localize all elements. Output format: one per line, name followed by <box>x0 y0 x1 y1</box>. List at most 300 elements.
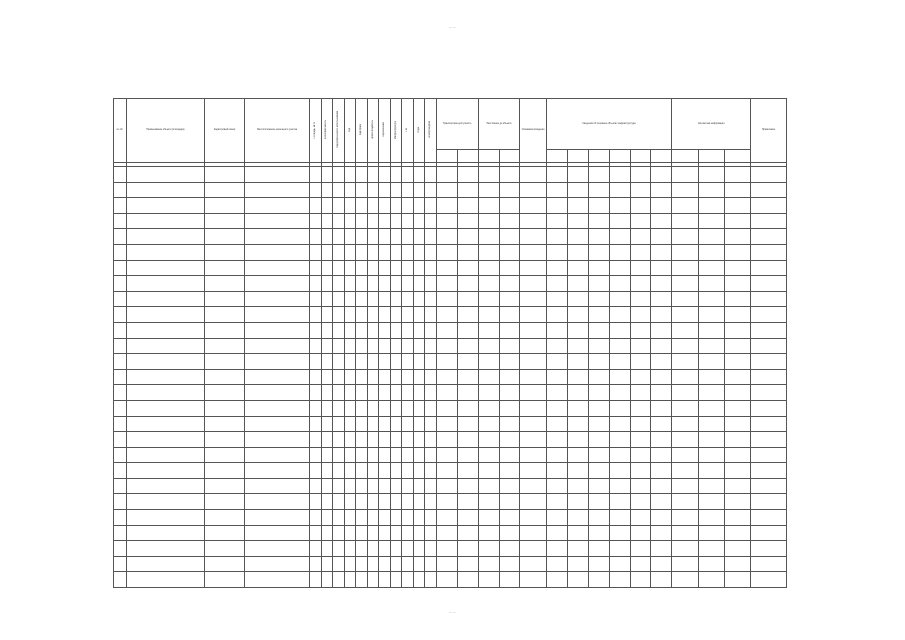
table-cell <box>651 510 672 526</box>
table-cell <box>609 276 630 292</box>
table-cell <box>478 369 499 385</box>
table-cell <box>567 354 588 370</box>
table-cell <box>698 213 724 229</box>
table-cell <box>344 369 356 385</box>
table-cell <box>499 229 520 245</box>
table-cell <box>333 244 345 260</box>
table-cell <box>567 291 588 307</box>
table-cell <box>672 385 698 401</box>
table-cell <box>367 260 379 276</box>
table-cell <box>356 354 368 370</box>
table-cell <box>333 198 345 214</box>
table-cell <box>344 478 356 494</box>
table-cell <box>478 572 499 588</box>
table-cell <box>457 198 478 214</box>
table-cell <box>457 416 478 432</box>
table-cell <box>457 338 478 354</box>
table-cell <box>546 463 567 479</box>
table-cell <box>367 385 379 401</box>
table-cell <box>367 400 379 416</box>
table-cell <box>367 447 379 463</box>
table-cell <box>609 167 630 183</box>
table-cell <box>390 432 402 448</box>
table-cell <box>499 400 520 416</box>
table-cell <box>499 354 520 370</box>
table-cell <box>520 463 546 479</box>
table-cell <box>520 198 546 214</box>
table-cell <box>609 182 630 198</box>
table-row <box>114 556 787 572</box>
table-cell <box>321 244 333 260</box>
table-cell <box>457 213 478 229</box>
table-cell <box>367 244 379 260</box>
table-cell <box>672 478 698 494</box>
table-cell <box>114 447 127 463</box>
table-cell <box>390 463 402 479</box>
table-cell <box>546 167 567 183</box>
table-cell <box>609 385 630 401</box>
table-cell <box>609 478 630 494</box>
table-cell <box>499 276 520 292</box>
table-cell <box>609 260 630 276</box>
table-cell <box>321 182 333 198</box>
table-cell <box>651 244 672 260</box>
table-cell <box>457 291 478 307</box>
table-cell <box>390 291 402 307</box>
table-cell <box>478 463 499 479</box>
table-cell <box>672 525 698 541</box>
table-cell <box>751 260 787 276</box>
table-cell <box>751 478 787 494</box>
table-cell <box>609 213 630 229</box>
table-cell <box>609 322 630 338</box>
table-cell <box>310 276 322 292</box>
table-cell <box>205 400 245 416</box>
table-cell <box>379 260 391 276</box>
table-cell <box>356 198 368 214</box>
table-cell <box>567 229 588 245</box>
table-cell <box>402 322 414 338</box>
table-cell <box>457 260 478 276</box>
table-cell <box>546 556 567 572</box>
table-cell <box>356 432 368 448</box>
table-cell <box>356 182 368 198</box>
table-cell <box>478 307 499 323</box>
table-cell <box>245 494 310 510</box>
table-cell <box>478 260 499 276</box>
table-cell <box>425 338 437 354</box>
table-cell <box>425 525 437 541</box>
table-cell <box>499 541 520 557</box>
table-cell <box>402 510 414 526</box>
table-cell <box>436 244 457 260</box>
table-cell <box>520 432 546 448</box>
table-cell <box>425 291 437 307</box>
table-cell <box>333 229 345 245</box>
table-cell <box>367 291 379 307</box>
table-cell <box>333 385 345 401</box>
table-row <box>114 291 787 307</box>
table-cell <box>724 322 750 338</box>
table-cell <box>413 322 425 338</box>
table-cell <box>478 291 499 307</box>
table-cell <box>520 400 546 416</box>
table-cell <box>425 494 437 510</box>
table-cell <box>126 541 205 557</box>
table-cell <box>205 510 245 526</box>
header-v1: Вид разрешённого использования <box>336 111 339 148</box>
table-cell <box>751 276 787 292</box>
table-cell <box>321 291 333 307</box>
table-cell <box>724 338 750 354</box>
table-cell <box>546 369 567 385</box>
table-cell <box>413 432 425 448</box>
table-cell <box>567 432 588 448</box>
table-cell <box>245 167 310 183</box>
table-cell <box>402 556 414 572</box>
table-cell <box>630 400 651 416</box>
table-cell <box>344 244 356 260</box>
table-cell <box>724 541 750 557</box>
table-cell <box>413 416 425 432</box>
table-cell <box>751 432 787 448</box>
table-cell <box>520 244 546 260</box>
table-cell <box>356 400 368 416</box>
table-cell <box>126 167 205 183</box>
table-cell <box>651 541 672 557</box>
table-cell <box>321 260 333 276</box>
table-cell <box>609 244 630 260</box>
table-cell <box>356 213 368 229</box>
table-cell <box>126 213 205 229</box>
table-cell <box>567 198 588 214</box>
table-cell <box>379 229 391 245</box>
table-cell <box>413 182 425 198</box>
table-cell <box>413 510 425 526</box>
table-cell <box>344 541 356 557</box>
table-cell <box>390 198 402 214</box>
table-cell <box>413 385 425 401</box>
table-cell <box>344 307 356 323</box>
table-cell <box>546 510 567 526</box>
table-cell <box>520 338 546 354</box>
table-cell <box>205 244 245 260</box>
table-cell <box>344 572 356 588</box>
table-cell <box>413 525 425 541</box>
table-cell <box>457 276 478 292</box>
table-cell <box>546 525 567 541</box>
table-cell <box>390 213 402 229</box>
table-cell <box>367 416 379 432</box>
header-location: Местоположение земельного участка <box>245 99 310 163</box>
table-cell <box>402 244 414 260</box>
table-cell <box>425 510 437 526</box>
table-cell <box>310 167 322 183</box>
table-row <box>114 182 787 198</box>
table-cell <box>724 400 750 416</box>
table-cell <box>245 432 310 448</box>
table-cell <box>457 447 478 463</box>
table-cell <box>245 369 310 385</box>
table-cell <box>114 463 127 479</box>
table-cell <box>751 322 787 338</box>
table-cell <box>588 556 609 572</box>
table-cell <box>672 369 698 385</box>
table-cell <box>651 213 672 229</box>
table-cell <box>333 478 345 494</box>
table-cell <box>367 463 379 479</box>
table-cell <box>436 198 457 214</box>
table-cell <box>390 338 402 354</box>
table-cell <box>402 432 414 448</box>
table-cell <box>333 541 345 557</box>
table-cell <box>698 510 724 526</box>
table-cell <box>114 400 127 416</box>
table-cell <box>333 447 345 463</box>
table-cell <box>698 400 724 416</box>
table-cell <box>588 354 609 370</box>
table-cell <box>499 198 520 214</box>
table-cell <box>356 385 368 401</box>
table-cell <box>609 463 630 479</box>
table-cell <box>436 322 457 338</box>
table-cell <box>698 556 724 572</box>
table-cell <box>379 541 391 557</box>
table-cell <box>114 541 127 557</box>
table-cell <box>724 463 750 479</box>
table-cell <box>310 510 322 526</box>
table-cell <box>520 572 546 588</box>
table-cell <box>356 260 368 276</box>
table-cell <box>630 463 651 479</box>
table-cell <box>609 432 630 448</box>
table-cell <box>126 354 205 370</box>
table-cell <box>126 510 205 526</box>
table-cell <box>114 213 127 229</box>
table-cell <box>126 307 205 323</box>
table-cell <box>425 198 437 214</box>
table-cell <box>499 307 520 323</box>
table-cell <box>751 400 787 416</box>
table-cell <box>724 244 750 260</box>
table-cell <box>379 322 391 338</box>
table-row <box>114 244 787 260</box>
table-cell <box>367 510 379 526</box>
table-cell <box>425 432 437 448</box>
table-cell <box>567 572 588 588</box>
table-cell <box>630 369 651 385</box>
table-cell <box>751 182 787 198</box>
page-number-top: — — <box>449 25 456 29</box>
header-v2: Код <box>348 127 351 132</box>
table-cell <box>425 416 437 432</box>
table-cell <box>588 322 609 338</box>
table-cell <box>126 385 205 401</box>
table-row <box>114 400 787 416</box>
table-cell <box>367 167 379 183</box>
table-cell <box>698 369 724 385</box>
table-cell <box>698 244 724 260</box>
table-cell <box>478 556 499 572</box>
table-cell <box>751 463 787 479</box>
table-cell <box>546 572 567 588</box>
table-cell <box>499 478 520 494</box>
table-cell <box>651 198 672 214</box>
header-num: № п/п <box>114 99 127 163</box>
table-cell <box>321 354 333 370</box>
table-cell <box>310 307 322 323</box>
table-cell <box>114 322 127 338</box>
table-cell <box>205 229 245 245</box>
table-cell <box>205 338 245 354</box>
table-cell <box>724 385 750 401</box>
table-cell <box>630 525 651 541</box>
table-cell <box>367 556 379 572</box>
table-cell <box>672 556 698 572</box>
table-cell <box>724 447 750 463</box>
table-cell <box>499 291 520 307</box>
table-cell <box>567 369 588 385</box>
table-cell <box>333 510 345 526</box>
table-cell <box>344 229 356 245</box>
table-cell <box>425 307 437 323</box>
table-cell <box>436 463 457 479</box>
table-cell <box>114 432 127 448</box>
table-cell <box>425 385 437 401</box>
table-cell <box>609 338 630 354</box>
table-cell <box>672 322 698 338</box>
table-cell <box>413 167 425 183</box>
table-cell <box>436 416 457 432</box>
table-cell <box>390 416 402 432</box>
table-cell <box>321 463 333 479</box>
table-cell <box>402 291 414 307</box>
table-cell <box>356 244 368 260</box>
table-cell <box>546 229 567 245</box>
table-cell <box>630 494 651 510</box>
table-cell <box>630 322 651 338</box>
table-cell <box>367 322 379 338</box>
table-cell <box>425 213 437 229</box>
table-cell <box>724 276 750 292</box>
table-cell <box>245 213 310 229</box>
header-v4: Правообладатель <box>371 120 374 140</box>
table-cell <box>205 478 245 494</box>
register-table <box>113 98 787 578</box>
table-cell <box>698 260 724 276</box>
table-cell <box>310 416 322 432</box>
table-cell <box>520 276 546 292</box>
table-cell <box>310 322 322 338</box>
table-cell <box>630 260 651 276</box>
table-cell <box>344 322 356 338</box>
table-cell <box>321 229 333 245</box>
table-cell <box>310 400 322 416</box>
table-cell <box>413 229 425 245</box>
table-cell <box>436 213 457 229</box>
table-cell <box>609 556 630 572</box>
table-cell <box>499 416 520 432</box>
table-cell <box>546 432 567 448</box>
table-cell <box>402 338 414 354</box>
table-row <box>114 494 787 510</box>
table-cell <box>520 447 546 463</box>
table-cell <box>457 307 478 323</box>
header-v7: Газ <box>406 127 409 132</box>
table-cell <box>630 182 651 198</box>
table-cell <box>245 400 310 416</box>
table-cell <box>436 354 457 370</box>
table-cell <box>126 432 205 448</box>
table-cell <box>436 572 457 588</box>
table-cell <box>698 291 724 307</box>
table-cell <box>724 260 750 276</box>
table-cell <box>333 463 345 479</box>
table-cell <box>520 213 546 229</box>
table-cell <box>751 369 787 385</box>
table-cell <box>457 385 478 401</box>
table-cell <box>390 400 402 416</box>
table-cell <box>651 385 672 401</box>
table-cell <box>588 525 609 541</box>
table-cell <box>651 322 672 338</box>
table-cell <box>457 510 478 526</box>
table-cell <box>630 447 651 463</box>
table-cell <box>751 416 787 432</box>
header-contact: Контактная информация <box>672 99 751 150</box>
table-cell <box>609 291 630 307</box>
table-cell <box>367 369 379 385</box>
table-row <box>114 229 787 245</box>
table-cell <box>546 260 567 276</box>
table-cell <box>126 322 205 338</box>
table-cell <box>114 229 127 245</box>
table-cell <box>356 276 368 292</box>
table-cell <box>245 291 310 307</box>
table-cell <box>567 416 588 432</box>
table-cell <box>609 198 630 214</box>
table-cell <box>588 572 609 588</box>
table-cell <box>344 182 356 198</box>
table-cell <box>390 369 402 385</box>
table-cell <box>205 572 245 588</box>
table-row <box>114 307 787 323</box>
table-cell <box>567 385 588 401</box>
table-cell <box>114 369 127 385</box>
table-cell <box>609 369 630 385</box>
table-cell <box>379 510 391 526</box>
table-cell <box>651 167 672 183</box>
table-cell <box>651 182 672 198</box>
table-cell <box>245 229 310 245</box>
table-cell <box>245 244 310 260</box>
table-cell <box>724 432 750 448</box>
table-cell <box>205 416 245 432</box>
table-cell <box>751 244 787 260</box>
table-cell <box>333 167 345 183</box>
table-cell <box>425 354 437 370</box>
table-cell <box>425 276 437 292</box>
table-cell <box>546 494 567 510</box>
table-cell <box>356 229 368 245</box>
table-cell <box>344 432 356 448</box>
table-cell <box>425 167 437 183</box>
table-cell <box>114 167 127 183</box>
table-cell <box>321 369 333 385</box>
table-cell <box>126 572 205 588</box>
table-cell <box>698 307 724 323</box>
table-cell <box>588 338 609 354</box>
